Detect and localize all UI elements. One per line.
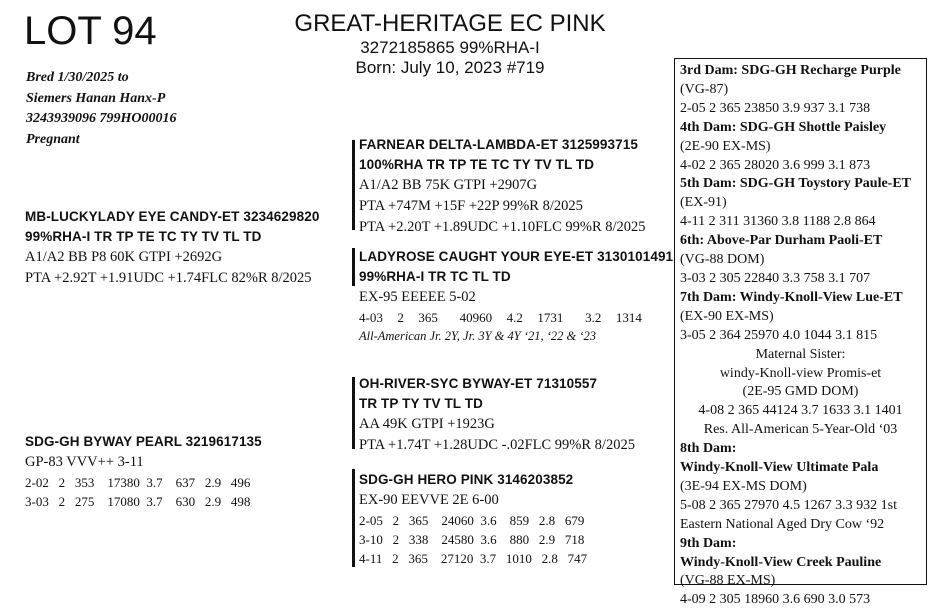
granddam-block xyxy=(25,432,262,511)
sire-info: PTA +2.20T +1.89UDC +1.10FLC 99%R 8/2025 xyxy=(359,219,646,235)
dam-name: MB-LUCKYLADY EYE CANDY-ET 3234629820 xyxy=(25,209,320,224)
sire-info: PTA +747M +15F +22P 99%R 8/2025 xyxy=(359,198,583,214)
granddam-sire-record: 2-05 2 365 24060 3.6 859 2.8 679 xyxy=(359,513,585,528)
maternal-line: Eastern National Aged Dry Cow ‘92 xyxy=(680,516,885,532)
maternal-line: 5th Dam: SDG-GH Toystory Paule-ET xyxy=(680,176,912,192)
maternal-line: 2-05 2 365 23850 3.9 937 3.1 738 xyxy=(680,100,871,116)
dam-codes: 99%RHA-I TR TP TE TC TY TV TL TD xyxy=(25,229,262,244)
sire-dam-codes: 99%RHA-I TR TC TL TD xyxy=(359,269,511,284)
granddam-sire-class: EX-90 EEVVE 2E 6-00 xyxy=(359,492,499,508)
bred-line: Bred 1/30/2025 to xyxy=(26,70,129,85)
granddam-sire-name: SDG-GH HERO PINK 3146203852 xyxy=(359,472,574,487)
granddam-name: SDG-GH BYWAY PEARL 3219617135 xyxy=(25,434,262,449)
maternal-line: 6th: Above-Par Durham Paoli-ET xyxy=(680,233,883,249)
maternal-line: (VG-87) xyxy=(680,81,729,97)
bred-line: Siemers Hanan Hanx-P xyxy=(26,90,166,106)
pedigree-bracket xyxy=(352,469,355,567)
maternal-line: 5-08 2 365 27970 4.5 1267 3.3 932 1st xyxy=(680,497,897,513)
sire-dam-name: LADYROSE CAUGHT YOUR EYE-ET 3130101491 xyxy=(359,249,674,264)
pedigree-bracket xyxy=(352,140,355,230)
bred-line: Pregnant xyxy=(26,131,80,147)
maternal-line: 4th Dam: SDG-GH Shottle Paisley xyxy=(680,119,887,135)
maternal-line: 3-03 2 305 22840 3.3 758 3.1 707 xyxy=(680,270,871,286)
granddam-sire-record: 3-10 2 338 24580 3.6 880 2.9 718 xyxy=(359,532,585,547)
pedigree-bracket xyxy=(352,248,355,286)
maternal-line: (VG-88 EX-MS) xyxy=(680,573,776,589)
maternal-line: (3E-94 EX-MS DOM) xyxy=(680,478,807,494)
maternal-line: Res. All-American 5-Year-Old ‘03 xyxy=(703,422,898,438)
sire-codes: 100%RHA TR TP TE TC TY TV TL TD xyxy=(359,157,595,172)
maternal-line: 3-05 2 364 25970 4.0 1044 3.1 815 xyxy=(680,327,878,343)
lot-number: LOT 94 xyxy=(24,9,157,53)
maternal-line: 7th Dam: Windy-Knoll-View Lue-ET xyxy=(680,289,903,305)
maternal-line: 4-02 2 365 28020 3.6 999 3.1 873 xyxy=(680,157,871,173)
dam-info: PTA +2.92T +1.91UDC +1.74FLC 82%R 8/2025 xyxy=(25,270,312,286)
sire-dam-class: EX-95 EEEEE 5-02 xyxy=(359,289,476,305)
sire-dam-block xyxy=(359,247,673,346)
maternal-line: (VG-88 DOM) xyxy=(680,252,765,268)
dam-sire-name: OH-RIVER-SYC BYWAY-ET 71310557 xyxy=(359,376,598,391)
dam-sire-block xyxy=(359,374,635,456)
sire-name: FARNEAR DELTA-LAMBDA-ET 3125993715 xyxy=(359,137,638,152)
registration: 3272185865 99%RHA-I xyxy=(360,38,540,57)
dam-sire-codes: TR TP TY TV TL TD xyxy=(359,396,483,411)
maternal-line: Windy-Knoll-View Creek Pauline xyxy=(680,554,882,570)
maternal-line: 4-11 2 311 31360 3.8 1188 2.8 864 xyxy=(680,214,876,230)
sire-block xyxy=(359,135,646,238)
birth-date: Born: July 10, 2023 #719 xyxy=(355,58,545,77)
maternal-family-box xyxy=(674,58,927,608)
breeding-info xyxy=(26,68,177,150)
maternal-line: Maternal Sister: xyxy=(755,346,846,362)
maternal-line: 4-08 2 365 44124 3.7 1633 3.1 1401 xyxy=(698,403,903,419)
sire-info: A1/A2 BB 75K GTPI +2907G xyxy=(359,177,538,193)
granddam-record: 3-03 2 275 17080 3.7 630 2.9 498 xyxy=(25,494,251,509)
dam-sire-info: PTA +1.74T +1.28UDC -.02FLC 99%R 8/2025 xyxy=(359,437,635,453)
bred-line: 3243939096 799HO00016 xyxy=(26,111,177,126)
sire-dam-record: 4-03 2 365 40960 4.2 1731 3.2 1314 xyxy=(359,310,642,325)
maternal-line: (EX-91) xyxy=(680,195,727,211)
maternal-line: (2E-95 GMD DOM) xyxy=(742,384,859,400)
granddam-sire-record: 4-11 2 365 27120 3.7 1010 2.8 747 xyxy=(359,551,588,566)
pedigree-bracket xyxy=(352,377,355,449)
dam-sire-info: AA 49K GTPI +1923G xyxy=(359,416,495,432)
dam-info: A1/A2 BB P8 60K GTPI +2692G xyxy=(25,249,223,265)
dam-block xyxy=(25,207,319,289)
maternal-line: Windy-Knoll-View Ultimate Pala xyxy=(680,460,879,476)
maternal-line: 3rd Dam: SDG-GH Recharge Purple xyxy=(680,63,901,78)
maternal-line: 4-09 2 305 18960 3.6 690 3.0 573 xyxy=(680,592,871,608)
sire-dam-note: All-American Jr. 2Y, Jr. 3Y & 4Y ‘21, ‘22 & ‘23 xyxy=(359,329,597,343)
granddam-sire-block xyxy=(359,470,587,568)
granddam-class: GP-83 VVV++ 3-11 xyxy=(25,454,144,470)
granddam-record: 2-02 2 353 17380 3.7 637 2.9 496 xyxy=(25,475,251,490)
maternal-line: 8th Dam: xyxy=(680,441,737,457)
maternal-line: (2E-90 EX-MS) xyxy=(680,138,771,154)
maternal-line: (EX-90 EX-MS) xyxy=(680,308,774,324)
maternal-family-lines xyxy=(675,59,926,610)
maternal-line: windy-Knoll-view Promis-et xyxy=(719,365,882,381)
maternal-line: 9th Dam: xyxy=(680,535,737,551)
animal-name: GREAT-HERITAGE EC PINK xyxy=(294,10,606,37)
